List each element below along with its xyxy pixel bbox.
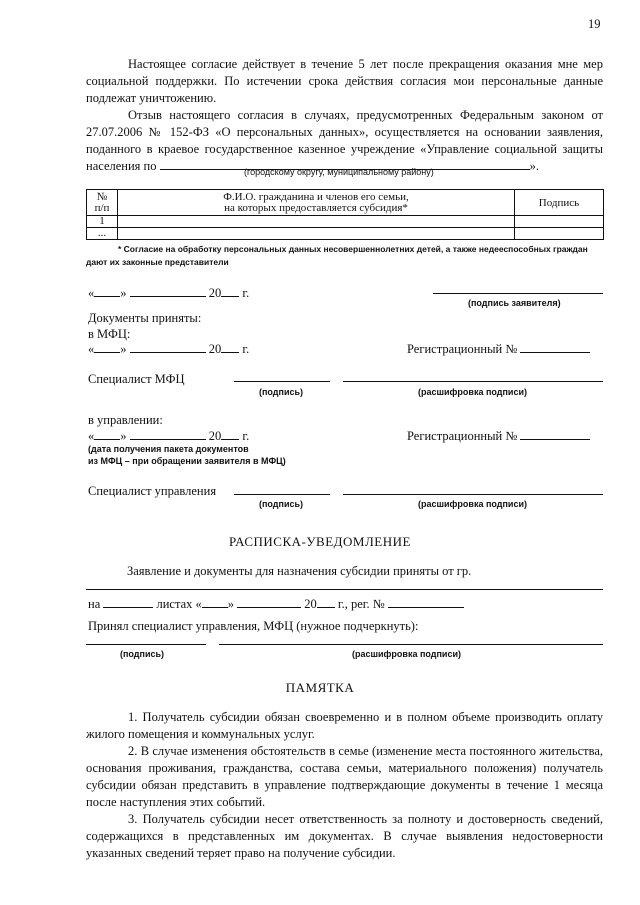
reg-number-label: Регистрационный №: [407, 342, 518, 356]
memo-title: ПАМЯТКА: [285, 680, 355, 695]
district-caption: (городскому округу, муниципальному району): [244, 167, 434, 177]
memo-item-1: 1. Получатель субсидии обязан своевременно и в полном объеме производить оплату жилого помещения и коммунальных услуг.: [86, 710, 603, 741]
table-row: [87, 228, 604, 240]
mfc-decode-caption: (расшифровка подписи): [418, 387, 527, 397]
table-cell-fio[interactable]: [118, 216, 515, 228]
table-row: [87, 216, 604, 228]
consent-paragraph-1: Настоящее согласие действует в течение 5 лет после прекращения оказания мне мер социальной поддержки. По истечении срока действия согласия мои персональные данные подлежат уничтожению.: [86, 57, 603, 105]
reg-number-blank[interactable]: [520, 352, 590, 353]
quote-close: »: [120, 342, 127, 356]
mfc-signature-line[interactable]: [234, 381, 330, 382]
mfc-specialist-label: Специалист МФЦ: [88, 372, 185, 386]
quote-open: «: [195, 597, 202, 611]
department-decode-caption: (расшифровка подписи): [418, 499, 527, 509]
table-cell-signature[interactable]: [515, 216, 604, 228]
department-specialist-label: Специалист управления: [88, 484, 217, 498]
receipt-title: РАСПИСКА-УВЕДОМЛЕНИЕ: [229, 534, 411, 549]
reg-number-blank[interactable]: [520, 439, 590, 440]
subsidy-members-table: [86, 189, 604, 240]
year-prefix: 20: [208, 429, 222, 443]
table-row-number: ...: [87, 228, 118, 240]
year-suffix: г.: [242, 342, 250, 356]
sheets-count-blank[interactable]: [103, 607, 153, 608]
table-cell-fio[interactable]: [118, 228, 515, 240]
year-blank[interactable]: [221, 439, 239, 440]
receipt-decode-line[interactable]: [219, 644, 603, 645]
month-blank[interactable]: [130, 296, 206, 297]
table-header-fio: Ф.И.О. гражданина и членов его семьи, на которых предоставляется субсидия*: [118, 190, 515, 216]
receipt-sheets-line: [88, 596, 464, 613]
mfc-date: [88, 341, 249, 358]
day-blank[interactable]: [94, 439, 120, 440]
year-suffix: г.: [242, 429, 250, 443]
reg-number-label: Регистрационный №: [407, 429, 518, 443]
receipt-accepted-by: Принял специалист управления, МФЦ (нужное подчеркнуть):: [88, 619, 419, 633]
month-blank[interactable]: [130, 439, 206, 440]
applicant-signature-caption: (подпись заявителя): [468, 298, 561, 308]
consent-paragraph-2-end: ».: [529, 159, 539, 173]
in-mfc-label: в МФЦ:: [88, 327, 131, 341]
year-blank[interactable]: [221, 352, 239, 353]
year-blank[interactable]: [317, 607, 335, 608]
consent-paragraph-2: [86, 107, 603, 175]
month-blank[interactable]: [130, 352, 206, 353]
quote-close: »: [120, 429, 127, 443]
department-decode-line[interactable]: [343, 494, 603, 495]
page-number: 19: [588, 17, 601, 31]
receipt-name-line[interactable]: [86, 589, 603, 590]
receipt-signature-line[interactable]: [86, 644, 206, 645]
receipt-reg-blank[interactable]: [388, 607, 464, 608]
receipt-na: на: [88, 597, 101, 611]
year-prefix: 20: [208, 342, 222, 356]
applicant-date: [88, 285, 249, 302]
table-row-number: 1: [87, 216, 118, 228]
footnote: * Согласие на обработку персональных данных несовершеннолетних детей, а также недееспособных граждан дают их законные представители: [86, 244, 588, 267]
in-department-label: в управлении:: [88, 413, 163, 427]
month-blank[interactable]: [237, 607, 301, 608]
year-prefix: 20: [304, 597, 317, 611]
mfc-signature-caption: (подпись): [259, 387, 304, 397]
receipt-sheets-label: листах: [156, 597, 193, 611]
consent-paragraph-2-text: Отзыв настоящего согласия в случаях, предусмотренных Федеральным законом от 27.07.2006 № 152-ФЗ «О персональных данных», осуществляется на основании заявления, поданного в краевое государственное казенное учреждение «Управление социальной защиты населения по: [86, 108, 603, 173]
day-blank[interactable]: [94, 296, 120, 297]
memo-item-2: 2. В случае изменения обстоятельств в семье (изменение места постоянного жительства, основания проживания, гражданства, состава семьи, материального положения) получатель субсидии обязан представить в управление подтверждающие документы в течение 1 месяца после наступления этих событий.: [86, 744, 603, 809]
department-signature-caption: (подпись): [259, 499, 304, 509]
department-reg-number: [407, 428, 590, 445]
mfc-decode-line[interactable]: [343, 381, 603, 382]
quote-close: »: [227, 597, 235, 611]
year-blank[interactable]: [221, 296, 239, 297]
receipt-line-1: Заявление и документы для назначения субсидии приняты от гр.: [127, 564, 472, 578]
table-header-signature: Подпись: [515, 190, 604, 216]
quote-open: «: [88, 286, 95, 300]
mfc-reg-number: [407, 341, 590, 358]
applicant-signature-line[interactable]: [433, 293, 603, 294]
day-blank[interactable]: [94, 352, 120, 353]
receipt-reg-label: г., рег. №: [337, 597, 385, 611]
day-blank[interactable]: [202, 607, 228, 608]
quote-close: »: [120, 286, 127, 300]
year-suffix: г.: [242, 286, 250, 300]
docs-accepted-label: Документы приняты:: [88, 311, 202, 325]
table-cell-signature[interactable]: [515, 228, 604, 240]
year-prefix: 20: [208, 286, 222, 300]
table-header-number: № п/п: [87, 190, 118, 216]
receipt-signature-caption: (подпись): [120, 649, 165, 659]
department-signature-line[interactable]: [234, 494, 330, 495]
memo-item-3: 3. Получатель субсидии несет ответственность за полноту и достоверность сведений, содержащихся в представленных им документах. В случае выявления недостоверности указанных сведений теряет право на получение субсидии.: [86, 812, 603, 860]
quote-open: «: [88, 342, 95, 356]
quote-open: «: [88, 429, 95, 443]
department-date-caption: (дата получения пакета документов из МФЦ – при обращении заявителя в МФЦ): [88, 444, 286, 466]
receipt-decode-caption: (расшифровка подписи): [352, 649, 461, 659]
